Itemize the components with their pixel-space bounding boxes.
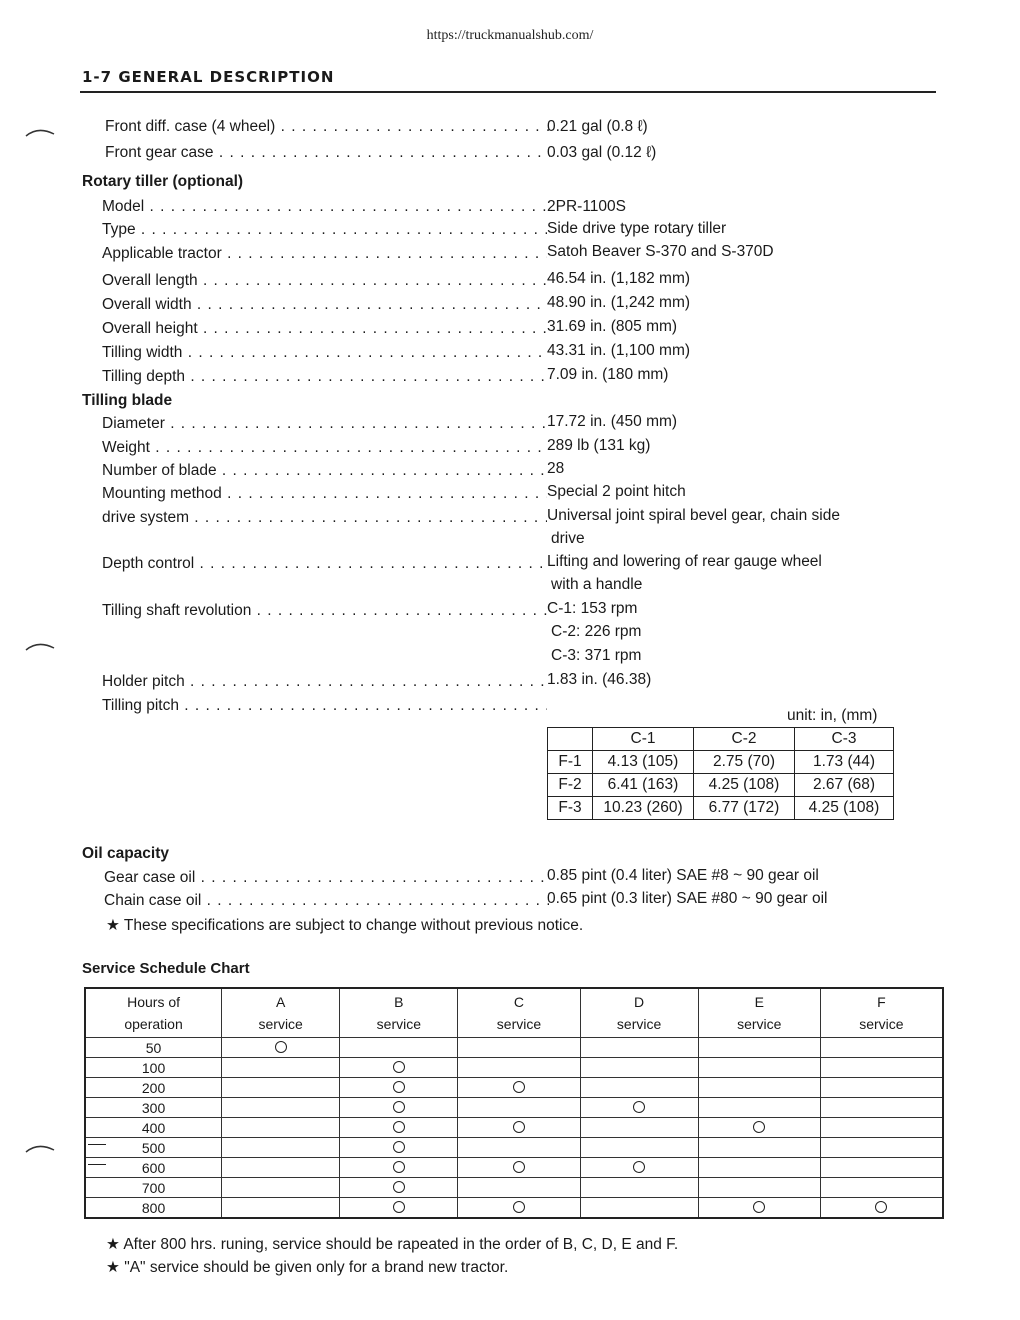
spec-value: 2PR-1100S	[547, 198, 626, 215]
service-cell	[820, 1078, 943, 1098]
section-title: Service Schedule Chart	[82, 960, 250, 977]
service-header-cell	[698, 988, 820, 1038]
service-letter: D	[634, 994, 645, 1010]
service-cell	[698, 1058, 820, 1078]
service-cell	[458, 1138, 580, 1158]
service-mark-icon	[393, 1161, 405, 1173]
service-mark-icon	[393, 1121, 405, 1133]
spec-value: Side drive type rotary tiller	[547, 220, 727, 237]
service-cell	[340, 1098, 458, 1118]
service-cell	[820, 1198, 943, 1219]
service-mark-icon	[875, 1201, 887, 1213]
hours-header-cell	[85, 988, 222, 1038]
service-cell	[580, 1158, 698, 1178]
spec-value: Universal joint spiral bevel gear, chain side	[547, 507, 840, 524]
service-cell	[458, 1058, 580, 1078]
table-row	[85, 1198, 943, 1219]
spec-value: 0.65 pint (0.3 liter) SAE #80 ~ 90 gear oil	[547, 890, 828, 907]
service-header-cell	[340, 988, 458, 1038]
service-mark-icon	[633, 1161, 645, 1173]
header-rule	[80, 91, 936, 93]
margin-mark	[24, 124, 56, 138]
footnote: ★ "A" service should be given only for a brand new tractor.	[106, 1259, 509, 1276]
service-cell	[698, 1118, 820, 1138]
service-cell	[222, 1038, 340, 1058]
spec-value: 17.72 in. (450 mm)	[547, 413, 678, 430]
spec-value: 31.69 in. (805 mm)	[547, 318, 678, 335]
service-cell	[698, 1138, 820, 1158]
spec-value: Special 2 point hitch	[547, 483, 686, 500]
spec-value: C-1: 153 rpm	[547, 600, 638, 617]
source-url[interactable]: https://truckmanualshub.com/	[426, 28, 594, 43]
service-cell	[458, 1098, 580, 1118]
page-header: 1-7 GENERAL DESCRIPTION	[82, 68, 335, 86]
spec-value: 0.85 pint (0.4 liter) SAE #8 ~ 90 gear oil	[547, 867, 819, 884]
service-cell	[820, 1058, 943, 1078]
spec-label: Applicable tractor . . .	[102, 243, 547, 265]
spec-value-continued: with a handle	[551, 576, 643, 593]
spec-label: Weight . . .	[102, 437, 547, 459]
service-cell	[820, 1098, 943, 1118]
spec-value: 46.54 in. (1,182 mm)	[547, 270, 691, 287]
hours-cell: 800	[85, 1198, 222, 1219]
table-cell: 1.73 (44)	[795, 751, 894, 774]
table-header-row	[548, 728, 894, 751]
service-word: service	[616, 1016, 662, 1032]
service-mark-icon	[393, 1061, 405, 1073]
service-mark-icon	[393, 1181, 405, 1193]
table-row	[85, 1038, 943, 1058]
spec-label: Mounting method . . .	[102, 483, 547, 505]
service-cell	[698, 1158, 820, 1178]
tilling-pitch-table	[547, 727, 894, 820]
table-row	[85, 1178, 943, 1198]
service-word: service	[737, 1016, 782, 1032]
hours-cell: 400	[85, 1118, 222, 1138]
service-cell	[580, 1198, 698, 1219]
table-cell: 10.23 (260)	[593, 797, 694, 820]
table-row	[85, 1158, 943, 1178]
spec-value: 0.03 gal (0.12 ℓ)	[547, 144, 657, 161]
service-mark-icon	[513, 1081, 525, 1093]
service-letter: C	[513, 994, 525, 1010]
header-line: Hours of	[127, 994, 181, 1010]
spec-value: 1.83 in. (46.38)	[547, 671, 652, 688]
spec-value: Lifting and lowering of rear gauge wheel	[547, 553, 822, 570]
service-mark-icon	[513, 1121, 525, 1133]
hours-cell: 300	[85, 1098, 222, 1118]
service-cell	[580, 1138, 698, 1158]
spec-value: Satoh Beaver S-370 and S-370D	[547, 243, 774, 260]
service-header-cell	[458, 988, 580, 1038]
service-cell	[458, 1078, 580, 1098]
service-cell	[222, 1078, 340, 1098]
margin-mark	[24, 638, 56, 652]
service-cell	[820, 1178, 943, 1198]
hours-cell: 700	[85, 1178, 222, 1198]
unit-note: unit: in, (mm)	[787, 707, 878, 724]
table-row	[548, 751, 894, 774]
service-word: service	[859, 1016, 904, 1032]
section-title: Rotary tiller (optional)	[82, 173, 244, 190]
spec-value: 289 lb (131 kg)	[547, 437, 651, 454]
footnote: ★ After 800 hrs. runing, service should be rapeated in the order of B, C, D, E and F.	[106, 1236, 679, 1253]
schedule-body	[85, 1038, 943, 1219]
table-row	[548, 774, 894, 797]
service-cell	[458, 1158, 580, 1178]
service-cell	[698, 1098, 820, 1118]
service-cell	[820, 1118, 943, 1138]
table-row	[548, 797, 894, 820]
service-cell	[340, 1078, 458, 1098]
service-word: service	[376, 1016, 422, 1032]
spec-value-continued: drive	[551, 530, 585, 547]
service-cell	[222, 1198, 340, 1219]
service-cell	[698, 1178, 820, 1198]
spec-label: Tilling pitch . . .	[102, 695, 547, 717]
service-cell	[580, 1178, 698, 1198]
spec-label: Tilling depth . . .	[102, 366, 547, 388]
service-mark-icon	[753, 1201, 765, 1213]
service-cell	[580, 1058, 698, 1078]
service-cell	[580, 1038, 698, 1058]
service-header-cell	[820, 988, 943, 1038]
service-schedule-table	[84, 987, 944, 1219]
service-mark-icon	[393, 1101, 405, 1113]
service-cell	[458, 1178, 580, 1198]
service-letter: B	[394, 994, 404, 1010]
table-cell: 6.77 (172)	[694, 797, 795, 820]
table-corner-cell	[548, 728, 593, 751]
table-header-cell: C-1	[593, 728, 694, 751]
hours-cell: 50	[85, 1038, 222, 1058]
service-cell	[340, 1158, 458, 1178]
section-title: Tilling blade	[82, 392, 173, 409]
spec-label: Holder pitch . . .	[102, 671, 547, 693]
service-cell	[222, 1158, 340, 1178]
spec-label: Tilling width . . .	[102, 342, 547, 364]
spec-value: 28	[547, 460, 565, 477]
table-row	[85, 1138, 943, 1158]
service-mark-icon	[393, 1201, 405, 1213]
service-header-cell	[580, 988, 698, 1038]
service-cell	[222, 1178, 340, 1198]
section-title: Oil capacity	[82, 845, 170, 862]
service-cell	[820, 1138, 943, 1158]
spec-label: Model . . .	[102, 196, 547, 218]
spec-note: ★ These specifications are subject to change without previous notice.	[106, 917, 584, 934]
service-cell	[340, 1118, 458, 1138]
service-cell	[698, 1078, 820, 1098]
table-row	[85, 1098, 943, 1118]
table-cell: 4.25 (108)	[795, 797, 894, 820]
spec-label: Type . . .	[102, 219, 547, 241]
spec-label: Front diff. case (4 wheel) . . .	[105, 116, 550, 138]
spec-label: Overall width . . .	[102, 294, 547, 316]
service-cell	[580, 1078, 698, 1098]
spec-label: Overall length . . .	[102, 270, 547, 292]
spec-value-continued: C-3: 371 rpm	[551, 647, 642, 664]
row-header-cell: F-2	[548, 774, 593, 797]
table-cell: 4.25 (108)	[694, 774, 795, 797]
service-cell	[340, 1138, 458, 1158]
service-header-cell	[222, 988, 340, 1038]
service-cell	[340, 1198, 458, 1219]
service-mark-icon	[513, 1161, 525, 1173]
spec-value: 7.09 in. (180 mm)	[547, 366, 669, 383]
table-row	[85, 1078, 943, 1098]
service-mark-icon	[633, 1101, 645, 1113]
service-cell	[222, 1138, 340, 1158]
spec-label: Number of blade . . .	[102, 460, 547, 482]
table-cell: 6.41 (163)	[593, 774, 694, 797]
hours-cell: 200	[85, 1078, 222, 1098]
spec-value: 48.90 in. (1,242 mm)	[547, 294, 691, 311]
spec-value: 43.31 in. (1,100 mm)	[547, 342, 691, 359]
spec-label: Gear case oil . . .	[104, 867, 549, 889]
service-cell	[698, 1198, 820, 1219]
table-header-cell: C-3	[795, 728, 894, 751]
spec-label: Chain case oil . . .	[104, 890, 549, 912]
service-cell	[580, 1118, 698, 1138]
service-mark-icon	[393, 1081, 405, 1093]
spec-label: Tilling shaft revolution . . .	[102, 600, 547, 622]
service-cell	[340, 1178, 458, 1198]
header-line: operation	[124, 1016, 183, 1032]
table-header-row	[85, 988, 943, 1038]
service-cell	[820, 1038, 943, 1058]
table-cell: 4.13 (105)	[593, 751, 694, 774]
spec-label: Depth control . . .	[102, 553, 547, 575]
service-cell	[222, 1118, 340, 1138]
hours-cell: 600	[85, 1158, 222, 1178]
service-word: service	[258, 1016, 303, 1032]
table-cell: 2.75 (70)	[694, 751, 795, 774]
spec-label: Front gear case . . .	[105, 142, 550, 164]
spec-label: Diameter . . .	[102, 413, 547, 435]
service-cell	[340, 1058, 458, 1078]
spec-label: drive system . . .	[102, 507, 547, 529]
service-cell	[458, 1198, 580, 1219]
service-cell	[698, 1038, 820, 1058]
row-header-cell: F-3	[548, 797, 593, 820]
service-letter: A	[276, 994, 286, 1010]
service-mark-icon	[513, 1201, 525, 1213]
table-row	[85, 1058, 943, 1078]
service-mark-icon	[393, 1141, 405, 1153]
table-header-cell: C-2	[694, 728, 795, 751]
service-word: service	[496, 1016, 542, 1032]
table-cell: 2.67 (68)	[795, 774, 894, 797]
spec-label: Overall height . . .	[102, 318, 547, 340]
service-cell	[222, 1058, 340, 1078]
service-cell	[458, 1118, 580, 1138]
service-letter: E	[754, 994, 764, 1010]
table-row	[85, 1118, 943, 1138]
service-cell	[340, 1038, 458, 1058]
service-cell	[458, 1038, 580, 1058]
service-letter: F	[877, 994, 886, 1010]
spec-value-continued: C-2: 226 rpm	[551, 623, 642, 640]
service-cell	[580, 1098, 698, 1118]
service-mark-icon	[753, 1121, 765, 1133]
spec-value: 0.21 gal (0.8 ℓ)	[547, 118, 648, 135]
hours-cell: 500	[85, 1138, 222, 1158]
margin-mark	[24, 1140, 56, 1154]
service-cell	[222, 1098, 340, 1118]
hours-cell: 100	[85, 1058, 222, 1078]
row-header-cell: F-1	[548, 751, 593, 774]
service-cell	[820, 1158, 943, 1178]
service-mark-icon	[275, 1041, 287, 1053]
